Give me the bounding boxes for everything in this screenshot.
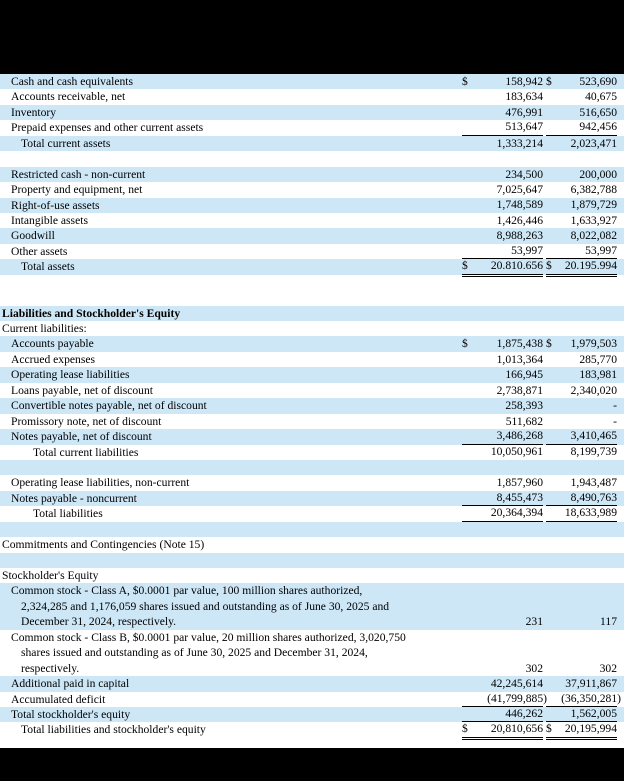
amount-value: 1,879,729 xyxy=(570,198,617,212)
dollar-sign: $ xyxy=(546,337,552,351)
row-label: Liabilities and Stockholder's Equity xyxy=(2,306,181,320)
amount-c1 xyxy=(462,258,543,274)
table-row xyxy=(0,259,624,274)
amount-value: 1,979,503 xyxy=(570,337,617,351)
amount-c1 xyxy=(462,105,543,120)
amount-value: 183,634 xyxy=(505,90,543,104)
amount-c2 xyxy=(546,676,617,691)
amount-c1 xyxy=(462,383,543,398)
amount-c2 xyxy=(546,258,617,274)
dollar-sign: $ xyxy=(462,74,468,88)
row-label: Total stockholder's equity xyxy=(11,708,131,721)
row-label: Cash and cash equivalents xyxy=(11,75,134,88)
table-row xyxy=(0,198,624,213)
amount-c1 xyxy=(462,119,543,135)
row-label: Notes payable - noncurrent xyxy=(11,491,137,505)
amount-value: 2,738,871 xyxy=(496,383,543,397)
row-label-line: Common stock - Class B, $0.0001 par value, 20 million shares authorized, 3,020,750 xyxy=(11,630,406,644)
amount-value: 18,633,989 xyxy=(564,506,617,520)
table-row xyxy=(0,105,624,120)
table-row xyxy=(0,321,624,336)
amount-value: 1,943,487 xyxy=(570,476,617,490)
row-label: Prepaid expenses and other current assets xyxy=(11,121,204,135)
amount-value: 516,650 xyxy=(579,105,617,119)
amount-c2 xyxy=(546,505,617,521)
amount-value: 523,690 xyxy=(579,74,617,88)
row-label-line: December 31, 2024, respectively. xyxy=(21,615,177,629)
table-row xyxy=(0,537,624,552)
row-label: Operating lease liabilities, non-current xyxy=(11,476,190,490)
amount-c1 xyxy=(462,336,543,351)
amount-value: 40,675 xyxy=(585,90,617,104)
amount-value: 8,988,263 xyxy=(496,229,543,243)
row-label: Total liabilities xyxy=(33,507,103,521)
row-label-line: Common stock - Class A, $0.0001 par value, 100 million shares authorized, xyxy=(11,584,363,598)
amount-c2 xyxy=(546,721,617,737)
amount-c2 xyxy=(546,383,617,398)
spacer-row xyxy=(0,522,624,537)
amount-c1 xyxy=(462,706,543,722)
row-label: Notes payable, net of discount xyxy=(11,430,152,444)
amount-value: 20,810,656 xyxy=(490,722,543,736)
amount-value: 2,340,020 xyxy=(570,383,617,397)
row-label: Stockholder's Equity xyxy=(2,569,99,582)
amount-value: 8,455,473 xyxy=(496,490,543,504)
amount-c2 xyxy=(546,475,617,490)
dollar-sign: $ xyxy=(462,722,468,736)
table-row xyxy=(0,475,624,490)
amount-value: - xyxy=(613,399,617,413)
amount-c1 xyxy=(462,614,543,629)
amount-c2 xyxy=(546,614,617,629)
amount-value: 117 xyxy=(600,615,617,629)
amount-c1 xyxy=(462,398,543,413)
table-row xyxy=(0,74,624,89)
amount-c2 xyxy=(546,213,617,228)
table-row xyxy=(0,228,624,243)
amount-value: 258,393 xyxy=(505,399,543,413)
amount-c2 xyxy=(546,136,617,151)
amount-value: 231 xyxy=(525,615,543,629)
amount-c2 xyxy=(546,445,617,460)
spacer-row xyxy=(0,275,624,290)
table-row xyxy=(0,352,624,367)
table-row xyxy=(0,336,624,351)
amount-value: 6,382,788 xyxy=(570,183,617,197)
amount-c2 xyxy=(546,228,617,243)
amount-c1 xyxy=(462,243,543,259)
amount-c2 xyxy=(546,105,617,120)
amount-c2 xyxy=(546,490,617,506)
amount-c1 xyxy=(462,167,543,182)
amount-value: (41,799,885) xyxy=(487,691,547,705)
table-row xyxy=(0,89,624,104)
amount-value: 42,245,614 xyxy=(490,677,543,691)
amount-value: 1,875,438 xyxy=(496,337,543,351)
row-label: Loans payable, net of discount xyxy=(11,383,153,397)
amount-c1 xyxy=(462,414,543,429)
amount-c1 xyxy=(462,505,543,521)
table-row xyxy=(0,429,624,444)
table-row xyxy=(0,244,624,259)
spacer-row xyxy=(0,290,624,305)
amount-value: 20.810.656 xyxy=(490,259,543,273)
row-label: Operating lease liabilities xyxy=(11,368,130,382)
row-label: Restricted cash - non-current xyxy=(11,167,146,181)
amount-c2 xyxy=(546,74,617,89)
dollar-sign: $ xyxy=(462,259,468,273)
amount-value: 3,486,268 xyxy=(496,429,543,443)
amount-value: 446,262 xyxy=(505,706,543,720)
bottom-letterbox-bar xyxy=(0,748,624,781)
amount-c1 xyxy=(462,445,543,460)
spacer-row xyxy=(0,460,624,475)
table-row xyxy=(0,491,624,506)
amount-value: 2,023,471 xyxy=(570,136,617,150)
row-label: Total liabilities and stockholder's equity xyxy=(21,723,206,737)
amount-c1 xyxy=(462,74,543,89)
amount-c2 xyxy=(546,198,617,213)
amount-c2 xyxy=(546,428,617,444)
amount-c1 xyxy=(462,475,543,490)
table-row xyxy=(0,383,624,398)
table-row xyxy=(0,630,624,676)
amount-c2 xyxy=(546,167,617,182)
top-letterbox-bar xyxy=(0,0,624,74)
row-label: Promissory note, net of discount xyxy=(11,414,162,428)
row-label: Property and equipment, net xyxy=(11,183,143,197)
table-row xyxy=(0,568,624,583)
table-row xyxy=(0,120,624,135)
row-label: Convertible notes payable, net of discount xyxy=(11,399,207,413)
row-label: Total current liabilities xyxy=(33,445,139,459)
table-row xyxy=(0,707,624,722)
amount-value: 8,490,763 xyxy=(570,490,617,504)
amount-c1 xyxy=(462,213,543,228)
amount-c2 xyxy=(546,414,617,429)
amount-value: 7,025,647 xyxy=(496,183,543,197)
row-label: Commitments and Contingencies (Note 15) xyxy=(2,538,205,552)
amount-c1 xyxy=(462,228,543,243)
amount-value: 183,981 xyxy=(579,368,617,382)
row-label-line: respectively. xyxy=(21,661,80,675)
amount-value: 158,942 xyxy=(505,74,543,88)
row-label: Total assets xyxy=(21,260,75,274)
row-label: Goodwill xyxy=(11,229,55,243)
amount-c1 xyxy=(462,691,547,707)
table-row xyxy=(0,367,624,382)
amount-value: 1,426,446 xyxy=(496,213,543,227)
row-label: Other assets xyxy=(11,244,68,258)
row-label: Accrued expenses xyxy=(11,352,96,366)
amount-c2 xyxy=(546,119,617,135)
amount-value: 513,647 xyxy=(505,120,543,134)
table-row xyxy=(0,213,624,228)
amount-value: 20,364,394 xyxy=(490,506,543,520)
amount-value: 285,770 xyxy=(579,352,617,366)
amount-value: - xyxy=(613,414,617,428)
amount-c1 xyxy=(462,367,543,382)
spacer-row xyxy=(0,553,624,568)
row-label: Accounts payable xyxy=(11,337,94,351)
table-row xyxy=(0,167,624,182)
dollar-sign: $ xyxy=(546,722,552,736)
amount-c2 xyxy=(546,243,617,259)
dollar-sign: $ xyxy=(546,74,552,88)
table-row xyxy=(0,136,624,151)
amount-value: 1,748,589 xyxy=(496,198,543,212)
amount-c2 xyxy=(546,336,617,351)
amount-value: 8,022,082 xyxy=(570,229,617,243)
balance-sheet-table xyxy=(0,74,624,738)
dollar-sign: $ xyxy=(462,337,468,351)
row-label: Current liabilities: xyxy=(2,322,87,335)
row-label: Accounts receivable, net xyxy=(11,90,126,104)
amount-c1 xyxy=(462,661,543,676)
amount-c1 xyxy=(462,182,543,197)
amount-value: 10,050,961 xyxy=(490,445,543,459)
amount-value: 3,410,465 xyxy=(570,429,617,443)
amount-c1 xyxy=(462,136,543,151)
table-row xyxy=(0,398,624,413)
amount-value: 476,991 xyxy=(505,105,543,119)
amount-value: 511,682 xyxy=(505,414,543,428)
row-label: Intangible assets xyxy=(11,213,88,227)
amount-c1 xyxy=(462,198,543,213)
amount-c2 xyxy=(546,691,621,707)
row-label: Accumulated deficit xyxy=(11,692,106,706)
amount-value: 166,945 xyxy=(505,368,543,382)
table-row xyxy=(0,722,624,737)
table-row xyxy=(0,414,624,429)
table-row xyxy=(0,692,624,707)
row-label-line: shares issued and outstanding as of June 30, 2025 and December 31, 2024, xyxy=(21,646,368,660)
amount-value: 302 xyxy=(525,661,543,675)
amount-value: 1,562,005 xyxy=(570,706,617,720)
amount-c2 xyxy=(546,661,617,676)
amount-value: 302 xyxy=(599,661,617,675)
amount-value: 53,997 xyxy=(585,243,617,257)
amount-c2 xyxy=(546,398,617,413)
amount-value: 942,456 xyxy=(579,120,617,134)
amount-c1 xyxy=(462,428,543,444)
row-label: Inventory xyxy=(11,105,57,119)
row-label: Additional paid in capital xyxy=(11,677,130,691)
dollar-sign: $ xyxy=(546,259,552,273)
amount-value: 200,000 xyxy=(579,167,617,181)
table-row xyxy=(0,583,624,629)
amount-c1 xyxy=(462,721,543,737)
row-label: Total current assets xyxy=(21,136,111,150)
amount-value: 20,195,994 xyxy=(564,722,617,736)
amount-c2 xyxy=(546,182,617,197)
table-row xyxy=(0,306,624,321)
amount-value: 1,857,960 xyxy=(496,476,543,490)
amount-value: (36,350,281) xyxy=(561,691,621,705)
amount-value: 1,633,927 xyxy=(570,213,617,227)
table-row xyxy=(0,506,624,521)
amount-value: 1,013,364 xyxy=(496,352,543,366)
table-row xyxy=(0,182,624,197)
amount-c1 xyxy=(462,490,543,506)
amount-value: 37,911,867 xyxy=(565,677,617,691)
amount-c1 xyxy=(462,89,543,104)
amount-value: 8,199,739 xyxy=(570,445,617,459)
amount-value: 20.195.994 xyxy=(564,259,617,273)
amount-value: 234,500 xyxy=(505,167,543,181)
row-label: Right-of-use assets xyxy=(11,198,100,212)
spacer-row xyxy=(0,151,624,166)
amount-c2 xyxy=(546,89,617,104)
amount-value: 1,333,214 xyxy=(496,136,543,150)
table-row xyxy=(0,676,624,691)
amount-value: 53,997 xyxy=(511,243,543,257)
amount-c1 xyxy=(462,676,543,691)
row-label-line: 2,324,285 and 1,176,059 shares issued and outstanding as of June 30, 2025 and xyxy=(21,599,390,613)
amount-c2 xyxy=(546,367,617,382)
amount-c2 xyxy=(546,706,617,722)
amount-c2 xyxy=(546,352,617,367)
amount-c1 xyxy=(462,352,543,367)
table-row xyxy=(0,445,624,460)
